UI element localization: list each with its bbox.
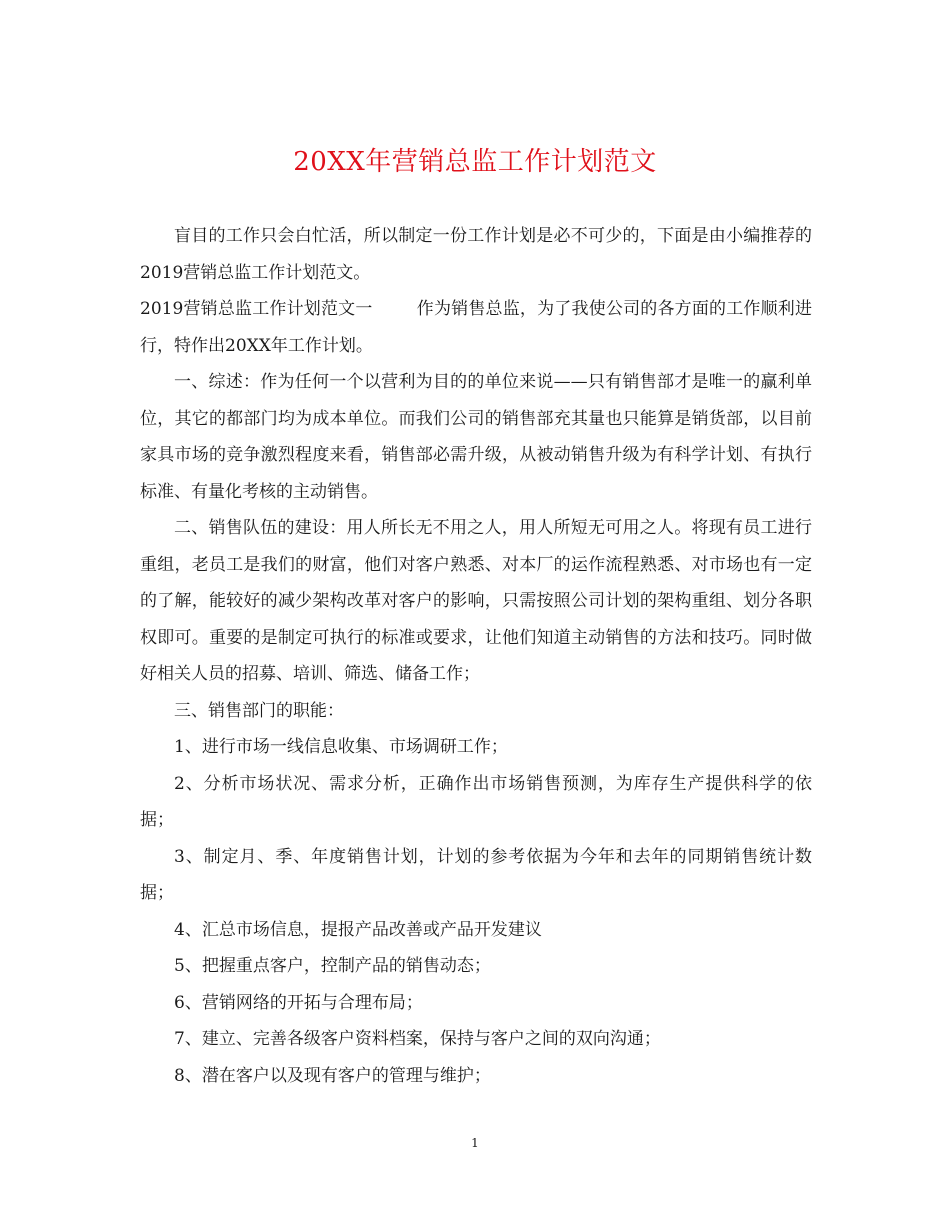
- paragraph-functions-heading: 三、销售部门的职能：: [174, 700, 344, 721]
- page-number: 1: [471, 1136, 479, 1150]
- list-item: 3、制定月、季、年度销售计划，计划的参考依据为今年和去年的同期销售统计数据；: [140, 846, 812, 903]
- document-body: [140, 218, 812, 1094]
- paragraph-overview: 一、综述：作为任何一个以营利为目的的单位来说——只有销售部才是唯一的赢利单位，其它的都部门均为成本单位。而我们公司的销售部充其量也只能算是销货部，以目前家具市场的竞争激烈程度来看，销售部必需升级，从被动销售升级为有科学计划、有执行标准、有量化考核的主动销售。: [140, 372, 812, 502]
- list-item: 4、汇总市场信息，提报产品改善或产品开发建议: [174, 919, 542, 940]
- section1-heading: 2019营销总监工作计划范文一: [140, 299, 373, 319]
- section1-paragraph: [140, 291, 812, 364]
- list-item: 6、营销网络的开拓与合理布局；: [174, 992, 423, 1013]
- section1-text: 作为销售总监，为了我使公司的各方面的工作顺利进行，特作出20XX年工作计划。: [140, 299, 813, 356]
- paragraph-team-building: 二、销售队伍的建设：用人所长无不用之人，用人所短无可用之人。将现有员工进行重组，老员工是我们的财富，他们对客户熟悉、对本厂的运作流程熟悉、对市场也有一定的了解，能较好的减少架构改革对客户的影响，只需按照公司计划的架构重组、划分各职权即可。重要的是制定可执行的标准或要求，让他们知道主动销售的方法和技巧。同时做好相关人员的招募、培训、筛选、储备工作；: [140, 518, 812, 684]
- list-item: 5、把握重点客户，控制产品的销售动态；: [174, 956, 491, 976]
- list-item: 8、潜在客户以及现有客户的管理与维护；: [174, 1065, 491, 1086]
- intro-paragraph: 盲目的工作只会白忙活，所以制定一份工作计划是必不可少的，下面是由小编推荐的2019营销总监工作计划范文。: [140, 226, 812, 283]
- list-item: 2、分析市场状况、需求分析，正确作出市场销售预测，为库存生产提供科学的依据；: [140, 773, 812, 830]
- list-item: 1、进行市场一线信息收集、市场调研工作；: [174, 737, 508, 757]
- document-title: 20XX年营销总监工作计划范文: [293, 147, 657, 177]
- list-item: 7、建立、完善各级客户资料档案，保持与客户之间的双向沟通；: [174, 1029, 661, 1049]
